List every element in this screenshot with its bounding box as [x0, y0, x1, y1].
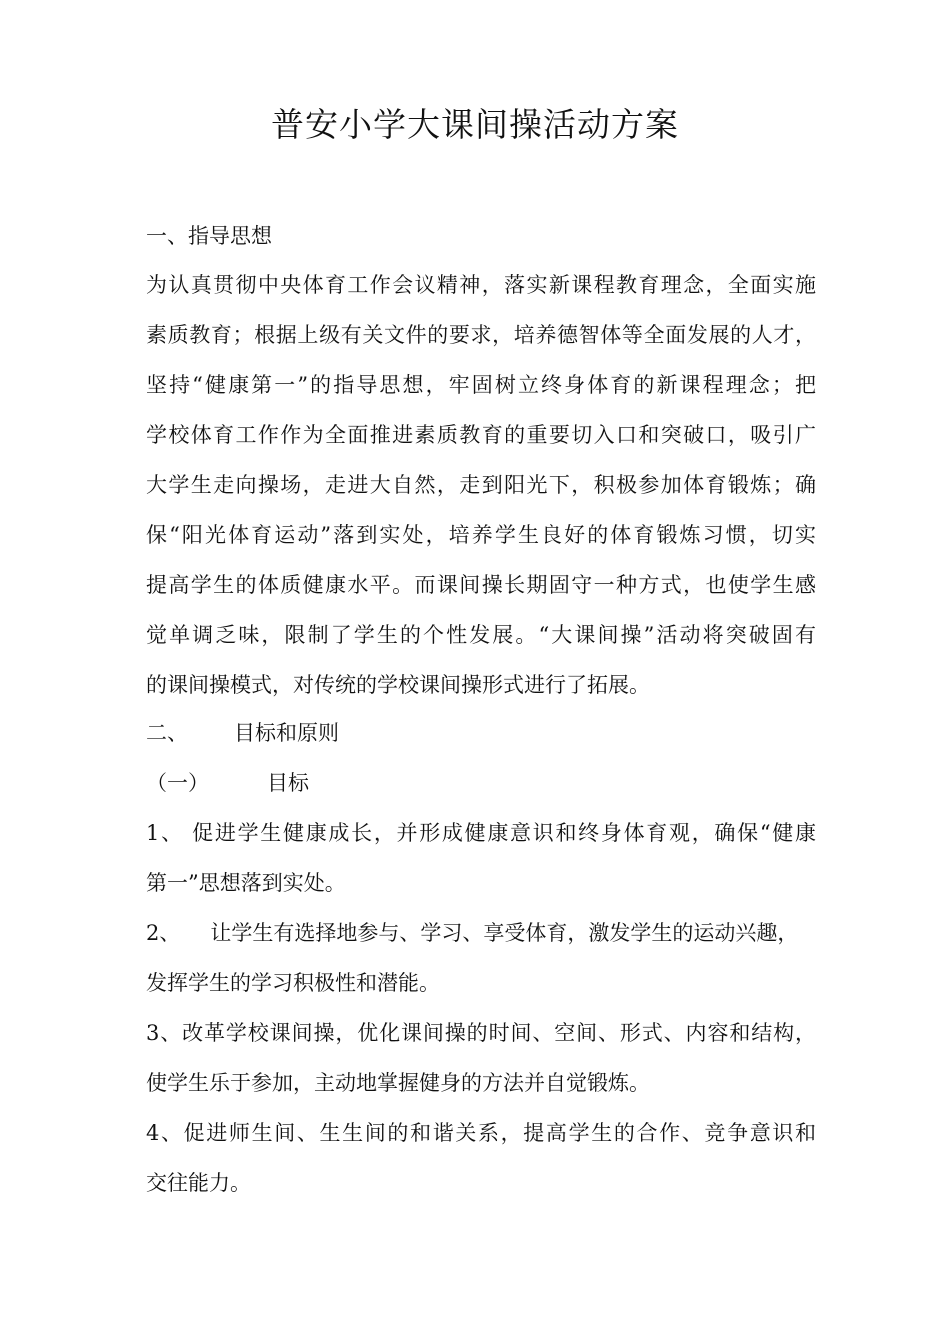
list-item-line: 3、改革学校课间操，优化课间操的时间、空间、形式、内容和结构，	[146, 1021, 816, 1045]
list-item-line	[146, 916, 816, 950]
list-item-line: 发挥学生的学习积极性和潜能。	[146, 971, 440, 995]
paragraph-line: 提高学生的体质健康水平。而课间操长期固守一种方式，也使学生感	[146, 573, 816, 597]
paragraph-line: 为认真贯彻中央体育工作会议精神，落实新课程教育理念，全面实施	[146, 273, 816, 297]
subsection-heading-goals	[146, 766, 816, 800]
paragraph-line: 大学生走向操场，走进大自然，走到阳光下，积极参加体育锻炼；确	[146, 473, 816, 497]
section-heading-goals-principles	[146, 716, 816, 750]
list-item-line: 使学生乐于参加，主动地掌握健身的方法并自觉锻炼。	[146, 1071, 650, 1095]
list-item-text: 让学生有选择地参与、学习、享受体育，激发学生的运动兴趣，	[210, 921, 799, 945]
list-item-line: 第一”思想落到实处。	[146, 871, 346, 895]
paragraph-line: 学校体育工作作为全面推进素质教育的重要切入口和突破口，吸引广	[146, 423, 816, 447]
paragraph-line: 的课间操模式，对传统的学校课间操形式进行了拓展。	[146, 673, 650, 697]
section-heading-guiding-ideology: 一、指导思想	[146, 224, 272, 248]
list-item-number: 2、	[146, 921, 181, 945]
paragraph-line: 素质教育；根据上级有关文件的要求，培养德智体等全面发展的人才，	[146, 323, 816, 347]
paragraph-line: 觉单调乏味，限制了学生的个性发展。“大课间操”活动将突破固有	[146, 623, 816, 647]
section-heading-text: 目标和原则	[234, 721, 339, 745]
list-item-line: 4、促进师生间、生生间的和谐关系，提高学生的合作、竞争意识和	[146, 1121, 816, 1145]
subsection-number: （一）	[146, 771, 209, 795]
paragraph-line: 坚持“健康第一”的指导思想，牢固树立终身体育的新课程理念；把	[146, 373, 816, 397]
paragraph-line: 保“阳光体育运动”落到实处，培养学生良好的体育锻炼习惯，切实	[146, 523, 816, 547]
subsection-heading-text: 目标	[267, 771, 309, 795]
list-item-line: 1、 促进学生健康成长，并形成健康意识和终身体育观，确保“健康	[146, 821, 816, 845]
document-title: 普安小学大课间操活动方案	[271, 105, 679, 144]
list-item-line: 交往能力。	[146, 1171, 251, 1195]
section-number: 二、	[146, 721, 188, 745]
